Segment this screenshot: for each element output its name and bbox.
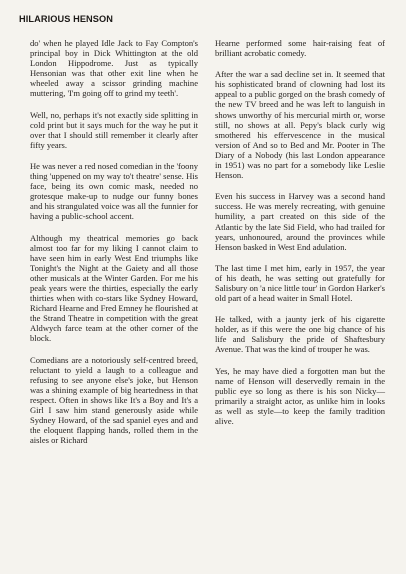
right-column — [215, 38, 385, 437]
paragraph-5: Comedians are a notoriously self-centred breed, reluctant to yield a laugh to a colleague and refusing to see anyone else's joke, but Henson was a shining example of big heartedness in that respect. Often in shows like It's a Boy and It's a Girl I saw him stand generously aside while Sydney Howard, of the sad spaniel eyes and and the eloquent flapping hands, rolled them in the aisles or Richard — [30, 354, 198, 446]
paragraph-7: After the war a sad decline set in. It seemed that his sophisticated brand of clowning had lost its appeal to a public gorged on the brash comedy of the new TV breed and he was left to languish in shows unworthy of his mercurial mirth or, worse still, no shows at all. Pepy's black curly wig smothered his effervescence in the musical version of And so to Bed and Mr. Pooter in The Diary of a Nobody (his last London appearance in 1951) was no part for a somebody like Leslie Henson. — [215, 69, 385, 181]
paragraph-4: Although my theatrical memories go back almost too far for my liking I cannot claim to have seen him in early West End triumphs like Tonight's the Night at the Gaiety and all those other musicals at the Winter Garden. For me his peak years were the thirties, especially the early thirties when with co-stars like Sydney Howard, Richard Hearne and Fred Emney he flourished at the Strand Theatre in competition with the great Aldwych farce team at the other corner of the block. — [30, 232, 198, 344]
paragraph-8: Even his success in Harvey was a second hand success. He was merely recreating, with genuine humility, a part created on this side of the Atlantic by the late Sid Field, who had trailed for years, unhonoured, around the provinces while Henson basked in West End adulation. — [215, 191, 385, 252]
paragraph-11: Yes, he may have died a forgotten man but the name of Henson will deservedly remain in the public eye so long as there is his son Nicky—primarily a straight actor, as unlike him in looks as well as style—to keep the family tradition alive. — [215, 365, 385, 426]
paragraph-9: The last time I met him, early in 1957, the year of his death, he was setting out gratefully for Salisbury on 'a nice little tour' in Gordon Harker's old part of a head waiter in Small Hotel. — [215, 262, 385, 304]
paragraph-3: He was never a red nosed comedian in the 'foony thing 'uppened on my way to't theatre' sense. His face, being its own comic mask, needed no grotesque make-up to nudge our funny bones and his strangulated voice was all the funnier for having a public-school accent. — [30, 160, 198, 222]
paragraph-1: do' when he played Idle Jack to Fay Compton's principal boy in Dick Whittington at the old London Hippodrome. Just as typically Hensonian was that other exit line when he wheeled away a scissor grinding machine muttering, 'I'm going off to grind my teeth'. — [30, 38, 198, 99]
left-column — [30, 38, 198, 456]
paragraph-6: Hearne performed some hair-raising feat of brilliant acrobatic comedy. — [215, 38, 385, 59]
paragraph-10: He talked, with a jaunty jerk of his cigarette holder, as if this were the one big chance of his life and Salisbury the pride of Shaftesbury Avenue. That was the kind of trouper he was. — [215, 314, 385, 355]
paragraph-2: Well, no, perhaps it's not exactly side splitting in cold print but it says much for the way he put it over that I should still remember it clearly after fifty years. — [30, 109, 198, 150]
page-heading: HILARIOUS HENSON — [19, 14, 113, 24]
